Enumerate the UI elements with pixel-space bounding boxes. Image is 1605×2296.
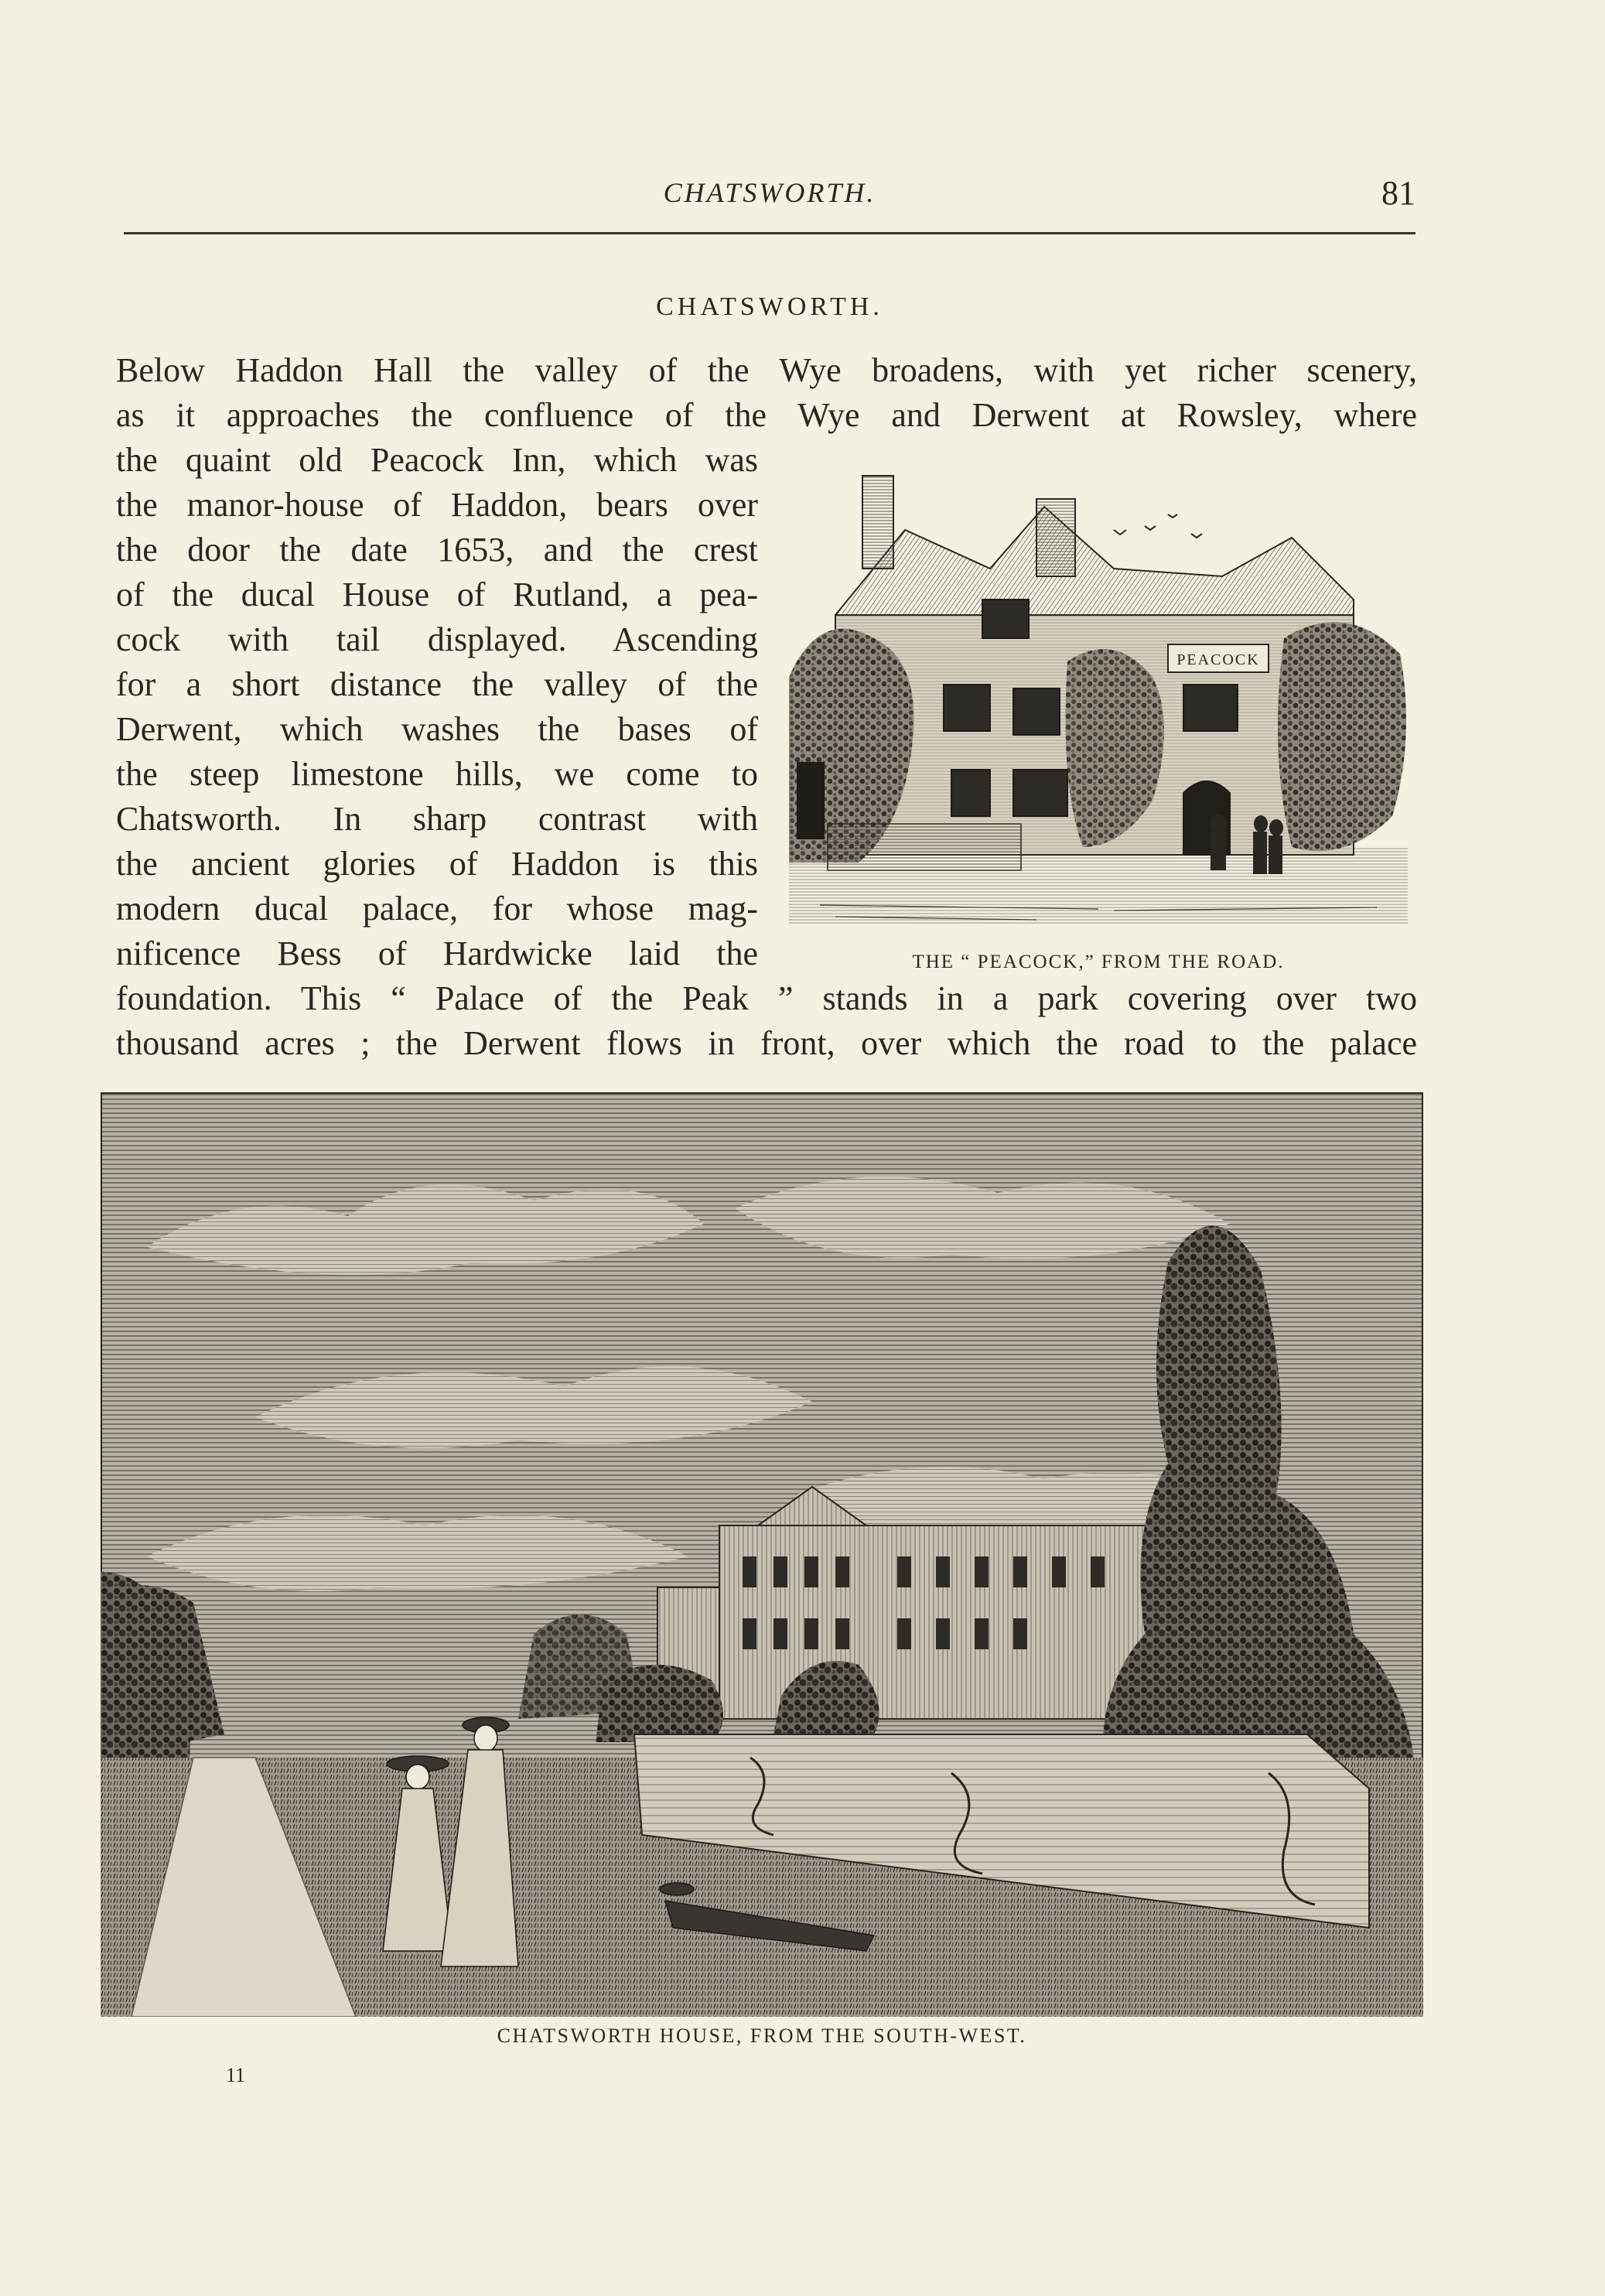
chatsworth-house-engraving (101, 1092, 1423, 2017)
body-line: modern ducal palace, for whose mag- (116, 890, 758, 928)
running-header (124, 172, 1415, 218)
body-line: the steep limestone hills, we come to (116, 755, 758, 793)
body-line: Derwent, which washes the bases of (116, 710, 758, 748)
body-line: for a short distance the valley of the (116, 665, 758, 703)
peacock-inn-engraving (789, 460, 1408, 940)
chatsworth-figure-caption: CHATSWORTH HOUSE, FROM THE SOUTH-WEST. (497, 2024, 1027, 2047)
section-title: CHATSWORTH. (656, 292, 883, 321)
running-title: CHATSWORTH. (663, 177, 876, 208)
body-line: Chatsworth. In sharp contrast with (116, 800, 758, 838)
body-line: the quaint old Peacock Inn, which was (116, 441, 758, 479)
body-line: Below Haddon Hall the valley of the Wye broadens, with yet richer scenery, (116, 351, 1417, 389)
body-line: cock with tail displayed. Ascending (116, 620, 758, 658)
body-line: as it approaches the confluence of the Wye and Derwent at Rowsley, where (116, 396, 1417, 434)
signature-mark: 11 (226, 2064, 246, 2086)
body-line: nificence Bess of Hardwicke laid the (116, 934, 758, 972)
body-line: of the ducal House of Rutland, a pea- (116, 576, 758, 613)
header-rule (124, 232, 1415, 234)
body-line: the manor-house of Haddon, bears over (116, 486, 758, 524)
body-line: thousand acres ; the Derwent flows in front, over which the road to the palace (116, 1024, 1417, 1062)
page-number: 81 (1381, 174, 1415, 212)
peacock-sign-text: PEACOCK (1176, 651, 1260, 668)
peacock-figure-caption: THE “ PEACOCK,” FROM THE ROAD. (912, 952, 1285, 972)
body-line: the ancient glories of Haddon is this (116, 845, 758, 883)
body-line: the door the date 1653, and the crest (116, 531, 758, 569)
body-line: foundation. This “ Palace of the Peak ” stands in a park covering over two (116, 979, 1417, 1017)
